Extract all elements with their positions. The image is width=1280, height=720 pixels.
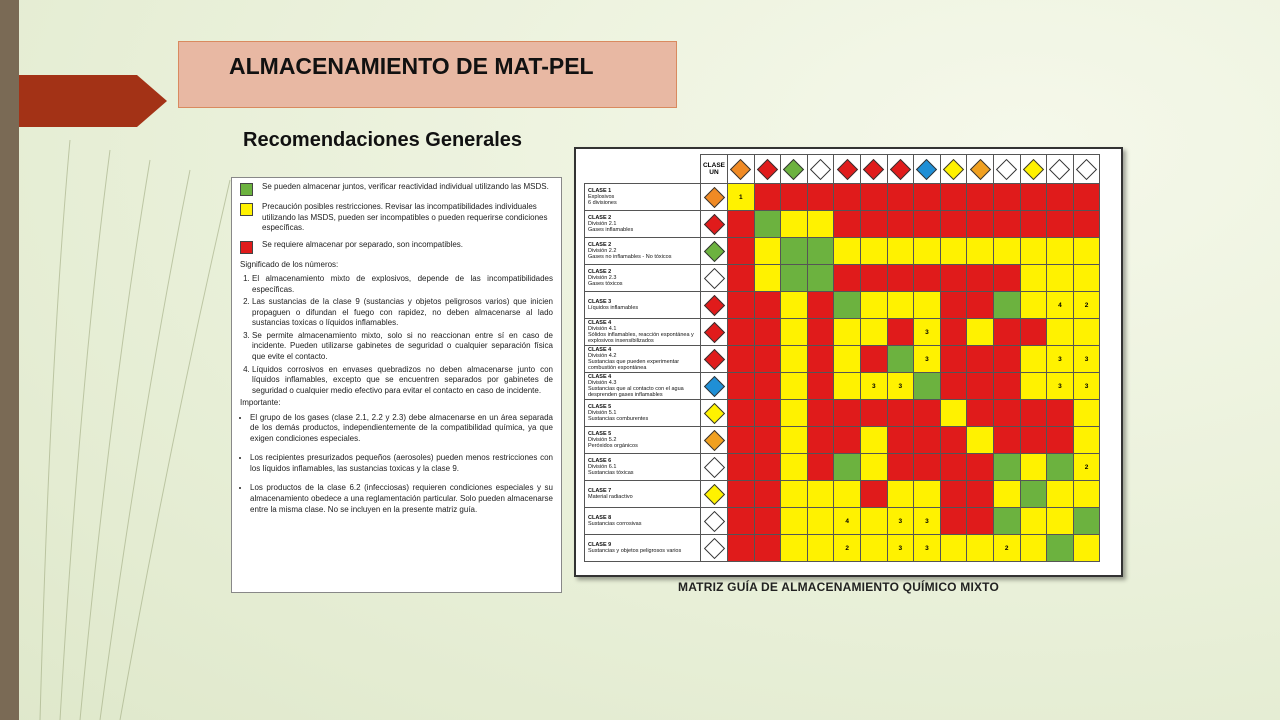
matrix-cell	[940, 184, 967, 211]
matrix-cell	[1073, 400, 1100, 427]
matrix-row	[585, 373, 1100, 400]
matrix-cell	[860, 292, 887, 319]
matrix-row	[585, 454, 1100, 481]
matrix-row-label: CLASE 5 División 5.2 Peróxidos orgánicos	[585, 427, 701, 454]
matrix-cell	[967, 373, 994, 400]
matrix-cell	[914, 292, 941, 319]
green-swatch	[240, 183, 253, 196]
matrix-cell	[781, 211, 808, 238]
numbers-heading: Significado de los números:	[240, 259, 339, 269]
matrix-cell	[834, 184, 861, 211]
matrix-corner	[585, 155, 701, 184]
hazard-diamond-icon	[701, 211, 728, 238]
page-title: ALMACENAMIENTO DE MAT-PEL	[229, 53, 594, 79]
matrix-cell	[728, 508, 755, 535]
matrix-cell	[860, 535, 887, 562]
matrix-cell	[781, 535, 808, 562]
matrix-cell	[993, 184, 1020, 211]
matrix-cell	[967, 346, 994, 373]
matrix-cell	[967, 319, 994, 346]
matrix-cell	[781, 292, 808, 319]
matrix-cell	[860, 400, 887, 427]
matrix-row-label: CLASE 2 División 2.3 Gases tóxicos	[585, 265, 701, 292]
matrix-cell: 1	[728, 184, 755, 211]
legend-yellow-text: Precaución posibles restricciones. Revisar las incompatibilidades individuales utilizando las MSDS, pueden ser incompatibles o pueden requerirse condiciones específicas.	[262, 202, 548, 233]
matrix-cell	[834, 346, 861, 373]
matrix-cell	[993, 427, 1020, 454]
hazard-diamond-icon	[701, 238, 728, 265]
matrix-cell	[887, 481, 914, 508]
matrix-cell	[781, 400, 808, 427]
hazard-diamond-icon	[967, 155, 994, 184]
matrix-cell: 3	[887, 373, 914, 400]
matrix-cell	[1073, 508, 1100, 535]
matrix-cell	[967, 427, 994, 454]
matrix-cell	[860, 481, 887, 508]
matrix-cell: 2	[993, 535, 1020, 562]
red-swatch	[240, 241, 253, 254]
important-item: • El grupo de los gases (clase 2.1, 2.2 y 2.3) debe almacenarse en un área separada de los demás productos, independientemente de la compatibilidad química, ya que exigen condiciones especiales.	[250, 413, 553, 445]
matrix-cell	[887, 238, 914, 265]
matrix-cell	[1047, 238, 1074, 265]
matrix-cell	[1020, 292, 1047, 319]
matrix-cell	[887, 400, 914, 427]
matrix-cell	[728, 211, 755, 238]
numbers-item: 1. El almacenamiento mixto de explosivos, depende de las incompatibilidades específicas.	[252, 274, 553, 295]
matrix-cell	[860, 346, 887, 373]
hazard-diamond-icon	[701, 346, 728, 373]
matrix-cell	[781, 373, 808, 400]
title-arrow-shape	[19, 75, 167, 127]
matrix-cell	[860, 319, 887, 346]
matrix-cell	[754, 319, 781, 346]
matrix-cell	[754, 481, 781, 508]
matrix-cell	[728, 400, 755, 427]
title-box	[178, 41, 677, 108]
matrix-cell	[967, 238, 994, 265]
matrix-cell	[914, 454, 941, 481]
matrix-cell	[1073, 319, 1100, 346]
matrix-cell	[967, 481, 994, 508]
matrix-cell	[940, 211, 967, 238]
matrix-cell	[1073, 265, 1100, 292]
matrix-cell	[728, 292, 755, 319]
matrix-cell	[1073, 184, 1100, 211]
matrix-row	[585, 211, 1100, 238]
important-heading: Importante:	[240, 398, 281, 408]
hazard-diamond-icon	[860, 155, 887, 184]
matrix-cell	[993, 238, 1020, 265]
matrix-cell	[834, 319, 861, 346]
matrix-cell	[728, 238, 755, 265]
matrix-cell	[914, 400, 941, 427]
matrix-cell	[993, 292, 1020, 319]
matrix-cell	[967, 508, 994, 535]
important-item: • Los productos de la clase 6.2 (infecciosas) requieren condiciones especiales y su almacenamiento obedece a una reglamentación particular. Solo pueden almacenarse entre la misma clase. No se incluyen en la presente matriz guía.	[250, 483, 553, 515]
matrix-cell	[1073, 481, 1100, 508]
matrix-cell	[754, 292, 781, 319]
hazard-diamond-icon	[807, 155, 834, 184]
matrix-cell	[940, 508, 967, 535]
matrix-cell	[940, 454, 967, 481]
matrix-cell	[1047, 211, 1074, 238]
matrix-header-row	[585, 155, 1100, 184]
matrix-cell	[967, 454, 994, 481]
matrix-row	[585, 481, 1100, 508]
matrix-cell	[887, 292, 914, 319]
legend-yellow-row	[240, 202, 553, 234]
matrix-cell	[1047, 481, 1074, 508]
matrix-row-label: CLASE 2 División 2.2 Gases no inflamables - No tóxicos	[585, 238, 701, 265]
matrix-cell: 3	[1047, 346, 1074, 373]
matrix-cell	[1020, 211, 1047, 238]
hazard-diamond-icon	[834, 155, 861, 184]
matrix-cell	[1047, 454, 1074, 481]
matrix-cell	[807, 508, 834, 535]
matrix-cell	[754, 265, 781, 292]
hazard-diamond-icon	[701, 292, 728, 319]
matrix-cell: 2	[834, 535, 861, 562]
matrix-cell	[887, 319, 914, 346]
matrix-cell	[967, 292, 994, 319]
matrix-cell: 4	[1047, 292, 1074, 319]
matrix-cell	[834, 427, 861, 454]
matrix-cell	[807, 265, 834, 292]
matrix-cell	[1073, 238, 1100, 265]
hazard-diamond-icon	[993, 155, 1020, 184]
matrix-cell	[781, 508, 808, 535]
matrix-cell	[993, 400, 1020, 427]
matrix-cell	[834, 211, 861, 238]
matrix-cell	[834, 238, 861, 265]
hazard-diamond-icon	[701, 265, 728, 292]
matrix-cell	[914, 238, 941, 265]
legend-green-text: Se pueden almacenar juntos, verificar reactividad individual utilizando las MSDS.	[262, 182, 549, 191]
matrix-row	[585, 427, 1100, 454]
matrix-cell	[887, 184, 914, 211]
matrix-cell	[728, 346, 755, 373]
matrix-cell: 4	[834, 508, 861, 535]
matrix-cell	[993, 481, 1020, 508]
matrix-row-label: CLASE 6 División 6.1 Sustancias tóxicas	[585, 454, 701, 481]
matrix-cell	[940, 292, 967, 319]
matrix-row	[585, 400, 1100, 427]
matrix-row-label: CLASE 9 Sustancias y objetos peligrosos varios	[585, 535, 701, 562]
matrix-row-label: CLASE 4 División 4.2 Sustancias que pueden experimentar combustión espontánea	[585, 346, 701, 373]
matrix-cell	[807, 481, 834, 508]
matrix-cell	[940, 427, 967, 454]
matrix-cell	[993, 454, 1020, 481]
matrix-cell	[728, 535, 755, 562]
matrix-cell	[887, 211, 914, 238]
matrix-row-label: CLASE 3 Líquidos inflamables	[585, 292, 701, 319]
matrix-cell	[781, 238, 808, 265]
matrix-cell	[807, 400, 834, 427]
section-subtitle: Recomendaciones Generales	[243, 129, 523, 151]
matrix-cell	[807, 319, 834, 346]
important-item: • Los recipientes presurizados pequeños (aerosoles) pueden menos restricciones con los líquidos inflamables, las sustancias toxicas y la clase 9.	[250, 453, 553, 474]
matrix-cell	[1020, 400, 1047, 427]
matrix-row-label: CLASE 8 Sustancias corrosivas	[585, 508, 701, 535]
matrix-cell	[1047, 184, 1074, 211]
matrix-cell: 3	[1073, 346, 1100, 373]
matrix-cell	[754, 508, 781, 535]
matrix-cell	[1020, 184, 1047, 211]
matrix-cell	[728, 427, 755, 454]
matrix-cell: 2	[1073, 454, 1100, 481]
matrix-cell	[993, 346, 1020, 373]
matrix-cell	[1020, 265, 1047, 292]
matrix-cell	[807, 535, 834, 562]
matrix-row	[585, 184, 1100, 211]
hazard-diamond-icon	[701, 184, 728, 211]
matrix-cell	[860, 265, 887, 292]
matrix-cell	[834, 292, 861, 319]
matrix-row	[585, 346, 1100, 373]
hazard-diamond-icon	[1020, 155, 1047, 184]
matrix-cell	[807, 211, 834, 238]
hazard-diamond-icon	[754, 155, 781, 184]
matrix-cell	[754, 400, 781, 427]
hazard-diamond-icon	[701, 400, 728, 427]
matrix-cell	[728, 454, 755, 481]
matrix-cell	[940, 481, 967, 508]
matrix-cell	[1073, 427, 1100, 454]
matrix-caption: MATRIZ GUÍA DE ALMACENAMIENTO QUÍMICO MIXTO	[678, 580, 1000, 594]
matrix-cell: 3	[914, 319, 941, 346]
matrix-cell	[1020, 346, 1047, 373]
matrix-row	[585, 265, 1100, 292]
matrix-cell	[728, 373, 755, 400]
matrix-cell	[967, 535, 994, 562]
matrix-cell	[860, 427, 887, 454]
matrix-cell	[754, 184, 781, 211]
matrix-cell	[914, 373, 941, 400]
matrix-cell	[860, 184, 887, 211]
hazard-diamond-icon	[701, 319, 728, 346]
hazard-diamond-icon	[1047, 155, 1074, 184]
matrix-cell	[887, 427, 914, 454]
matrix-row-label: CLASE 5 División 5.1 Sustancias comburentes	[585, 400, 701, 427]
important-list	[240, 413, 553, 515]
numbers-item: 2. Las sustancias de la clase 9 (sustancias y objetos peligrosos varios) que inicien propaguen o difundan el fuego con rapidez, no deben almacenarse al lado sustancias toxicas o líquidos inflamables.	[252, 297, 553, 329]
matrix-cell	[1020, 454, 1047, 481]
matrix-cell	[914, 265, 941, 292]
matrix-cell	[967, 184, 994, 211]
matrix-row	[585, 535, 1100, 562]
hazard-diamond-icon	[887, 155, 914, 184]
matrix-cell	[860, 238, 887, 265]
matrix-cell	[754, 346, 781, 373]
matrix-cell	[993, 265, 1020, 292]
storage-matrix-frame	[574, 147, 1123, 577]
hazard-diamond-icon	[701, 427, 728, 454]
matrix-header-label: CLASE UN	[701, 155, 728, 184]
matrix-cell	[754, 211, 781, 238]
matrix-cell	[967, 400, 994, 427]
matrix-cell: 3	[887, 535, 914, 562]
hazard-diamond-icon	[781, 155, 808, 184]
matrix-cell	[860, 211, 887, 238]
matrix-cell	[887, 454, 914, 481]
matrix-cell	[914, 211, 941, 238]
legend-red-row	[240, 240, 553, 254]
matrix-cell	[834, 454, 861, 481]
matrix-cell	[993, 211, 1020, 238]
matrix-cell	[807, 238, 834, 265]
yellow-swatch	[240, 203, 253, 216]
matrix-cell	[860, 454, 887, 481]
matrix-cell	[834, 400, 861, 427]
storage-matrix-table	[584, 154, 1100, 562]
matrix-cell	[728, 265, 755, 292]
matrix-row-label: CLASE 4 División 4.3 Sustancias que al contacto con el agua desprenden gases inflamables	[585, 373, 701, 400]
matrix-cell	[754, 427, 781, 454]
hazard-diamond-icon	[940, 155, 967, 184]
matrix-cell	[1020, 481, 1047, 508]
matrix-cell	[781, 481, 808, 508]
matrix-cell	[807, 373, 834, 400]
matrix-cell	[1047, 400, 1074, 427]
matrix-cell	[807, 184, 834, 211]
matrix-cell	[781, 454, 808, 481]
matrix-cell	[1047, 535, 1074, 562]
matrix-cell	[781, 265, 808, 292]
matrix-cell	[1073, 535, 1100, 562]
matrix-cell	[1047, 508, 1074, 535]
hazard-diamond-icon	[701, 508, 728, 535]
matrix-cell	[1047, 427, 1074, 454]
matrix-cell	[834, 373, 861, 400]
matrix-cell	[754, 373, 781, 400]
matrix-row-label: CLASE 1 Explosivos 6 divisiones	[585, 184, 701, 211]
matrix-cell	[914, 481, 941, 508]
matrix-cell	[940, 319, 967, 346]
matrix-cell: 2	[1073, 292, 1100, 319]
matrix-cell	[887, 265, 914, 292]
numbers-item: 3. Se permite almacenamiento mixto, solo si no reaccionan entre sí en caso de incidente. Pueden utilizarse gabinetes de seguridad o cualquier separación física que evite el contacto.	[252, 331, 553, 363]
matrix-cell: 3	[887, 508, 914, 535]
matrix-cell	[940, 346, 967, 373]
hazard-diamond-icon	[914, 155, 941, 184]
matrix-cell: 3	[914, 346, 941, 373]
matrix-row-label: CLASE 2 División 2.1 Gases inflamables	[585, 211, 701, 238]
matrix-row	[585, 508, 1100, 535]
matrix-cell	[781, 427, 808, 454]
hazard-diamond-icon	[1073, 155, 1100, 184]
matrix-cell	[993, 508, 1020, 535]
matrix-cell	[754, 454, 781, 481]
matrix-cell	[807, 346, 834, 373]
matrix-cell	[834, 265, 861, 292]
numbers-item: 4. Líquidos corrosivos en envases quebradizos no deben almacenarse junto con líquidos inflamables, excepto que se encuentren separados por gabinetes de seguridad o cualquier medio efectivo para evitar el contacto en caso de incidente.	[252, 365, 553, 397]
matrix-cell	[993, 373, 1020, 400]
numbers-list	[240, 274, 553, 396]
matrix-cell	[834, 481, 861, 508]
matrix-cell	[781, 319, 808, 346]
matrix-cell	[807, 454, 834, 481]
matrix-cell	[940, 400, 967, 427]
matrix-cell	[1020, 508, 1047, 535]
matrix-row	[585, 292, 1100, 319]
matrix-row-label: CLASE 7 Material radiactivo	[585, 481, 701, 508]
matrix-cell	[940, 265, 967, 292]
matrix-cell	[914, 184, 941, 211]
matrix-cell	[1020, 535, 1047, 562]
hazard-diamond-icon	[701, 535, 728, 562]
matrix-cell	[807, 427, 834, 454]
matrix-cell: 3	[1073, 373, 1100, 400]
matrix-cell	[1020, 319, 1047, 346]
matrix-cell	[781, 184, 808, 211]
matrix-row	[585, 238, 1100, 265]
matrix-cell	[1047, 265, 1074, 292]
hazard-diamond-icon	[728, 155, 755, 184]
matrix-cell	[1047, 319, 1074, 346]
matrix-cell: 3	[1047, 373, 1074, 400]
matrix-cell	[1020, 373, 1047, 400]
matrix-cell	[754, 535, 781, 562]
matrix-cell	[781, 346, 808, 373]
matrix-cell: 3	[914, 535, 941, 562]
matrix-cell: 3	[860, 373, 887, 400]
legend-red-text: Se requiere almacenar por separado, son incompatibles.	[262, 239, 464, 249]
matrix-cell	[940, 373, 967, 400]
matrix-cell	[940, 238, 967, 265]
matrix-cell	[914, 427, 941, 454]
matrix-cell	[967, 211, 994, 238]
matrix-cell: 3	[914, 508, 941, 535]
matrix-cell	[860, 508, 887, 535]
legend-green-row	[240, 182, 553, 196]
matrix-cell	[728, 319, 755, 346]
matrix-row	[585, 319, 1100, 346]
matrix-cell	[940, 535, 967, 562]
matrix-cell	[754, 238, 781, 265]
hazard-diamond-icon	[701, 481, 728, 508]
hazard-diamond-icon	[701, 454, 728, 481]
matrix-cell	[967, 265, 994, 292]
matrix-cell	[807, 292, 834, 319]
matrix-cell	[993, 319, 1020, 346]
legend-panel	[231, 177, 562, 593]
matrix-cell	[887, 346, 914, 373]
matrix-cell	[1020, 427, 1047, 454]
matrix-cell	[1020, 238, 1047, 265]
hazard-diamond-icon	[701, 373, 728, 400]
matrix-cell	[1073, 211, 1100, 238]
matrix-cell	[728, 481, 755, 508]
matrix-row-label: CLASE 4 División 4.1 Sólidos inflamables, reacción espontánea y explosivos insensibilizados	[585, 319, 701, 346]
